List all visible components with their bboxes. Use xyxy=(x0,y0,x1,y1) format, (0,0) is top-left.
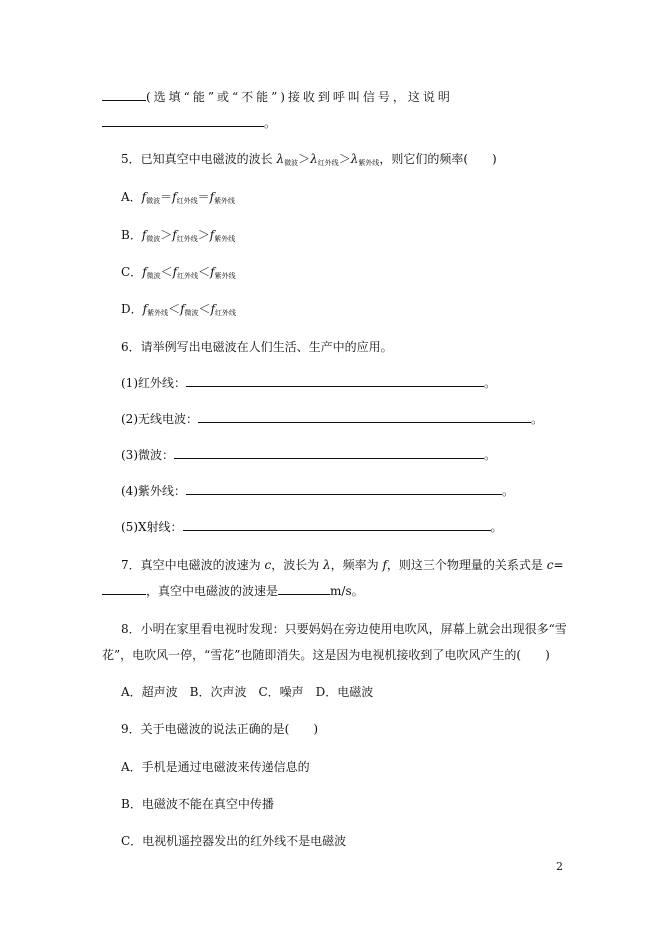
q8-line1: 8．小明在家里看电视时发现：只要妈妈在旁边使用电吹风，屏幕上就会出现很多“雪 xyxy=(121,622,567,636)
q7-line1: 7．真空中电磁波的波速为 c，波长为 λ，频率为 f，则这三个物理量的关系式是 c= xyxy=(121,558,564,572)
q8-options[interactable]: A．超声波 B．次声波 C．噪声 D．电磁波 xyxy=(121,685,374,699)
q6-stem: 6．请举例写出电磁波在人们生活、生产中的应用。 xyxy=(121,340,393,354)
answer-blank[interactable] xyxy=(198,410,531,423)
answer-blank[interactable] xyxy=(186,482,502,495)
answer-blank[interactable] xyxy=(102,88,146,101)
answer-blank[interactable] xyxy=(183,518,491,531)
answer-blank[interactable] xyxy=(186,374,484,387)
q9-option-c[interactable]: C．电视机遥控器发出的红外线不是电磁波 xyxy=(121,834,347,848)
q4-line2: 。 xyxy=(102,114,276,131)
q5-option-c[interactable]: C．$f_{微波}<f_{红外线}<f_{紫外线}$ xyxy=(121,265,236,280)
q6-item-3: (3)微波： 。 xyxy=(121,448,497,462)
q5-option-b[interactable]: B．$f_{微波}>f_{红外线}>f_{紫外线}$ xyxy=(121,228,236,243)
q5-option-a[interactable]: A．$f_{微波}=f_{红外线}=f_{紫外线}$ xyxy=(121,190,236,205)
answer-blank[interactable] xyxy=(278,582,330,595)
q6-item-1: (1)红外线： 。 xyxy=(121,376,497,390)
q6-item-5: (5)X射线： 。 xyxy=(121,520,503,534)
q5-option-d[interactable]: D．$f_{紫外线}<f_{微波}<f_{红外线}$ xyxy=(121,302,237,317)
q6-item-2: (2)无线电波： 。 xyxy=(121,412,544,426)
answer-blank[interactable] xyxy=(102,114,264,127)
page-number: 2 xyxy=(556,860,563,873)
answer-blank[interactable] xyxy=(102,582,146,595)
answer-blank[interactable] xyxy=(174,446,484,459)
q9-option-b[interactable]: B．电磁波不能在真空中传播 xyxy=(121,797,274,811)
q7-line2: ，真空中电磁波的波速是 m/s。 xyxy=(102,582,364,599)
q9-stem: 9．关于电磁波的说法正确的是( ) xyxy=(121,722,318,736)
q4-line1 xyxy=(102,88,453,105)
q5-stem: 5．已知真空中电磁波的波长 $\lambda_{微波}>\lambda_{红外线}>\lambda_{紫外线}$，则它们的频率( ) xyxy=(121,152,497,167)
q9-option-a[interactable]: A．手机是通过电磁波来传递信息的 xyxy=(121,760,310,774)
q4-text: (选填“能”或“不能”)接收到呼叫信号，这说明 xyxy=(146,90,453,104)
q8-line2: 花”，电吹风一停，“雪花”也随即消失。这是因为电视机接收到了电吹风产生的( ) xyxy=(102,648,550,662)
q6-item-4: (4)紫外线： 。 xyxy=(121,484,515,498)
